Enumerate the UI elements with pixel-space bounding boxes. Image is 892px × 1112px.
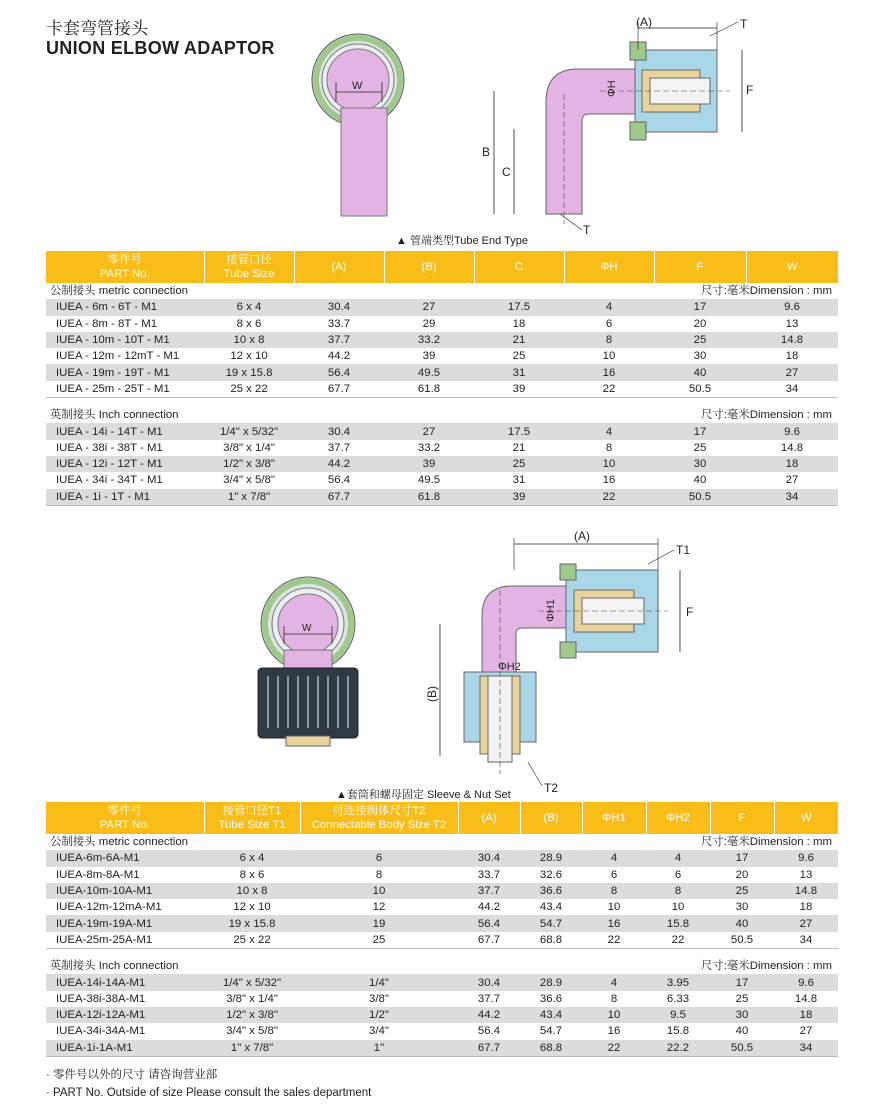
- part-number-cell: IUEA - 1i - 1T - M1: [46, 489, 204, 506]
- table-row: [46, 332, 838, 348]
- table-cell: 40: [710, 1023, 774, 1039]
- table-cell: 6: [300, 850, 458, 866]
- dimension-f2-label: F: [686, 605, 694, 619]
- section-unit: 尺寸:毫米Dimension : mm: [700, 836, 832, 849]
- table-cell: 18: [774, 1007, 838, 1023]
- table-row: [46, 381, 838, 398]
- table-cell: 15.8: [646, 915, 710, 931]
- table-cell: 4: [582, 850, 646, 866]
- part-number-cell: IUEA - 12m - 12mT - M1: [46, 348, 204, 364]
- table-cell: 22: [564, 489, 654, 506]
- part-number-cell: IUEA - 34i - 34T - M1: [46, 472, 204, 488]
- dimension-c-label: C: [502, 165, 511, 179]
- table-cell: 68.8: [520, 1040, 582, 1057]
- table-cell: 25: [710, 991, 774, 1007]
- table-cell: 21: [474, 332, 564, 348]
- dimension-a-label: (A): [636, 15, 652, 29]
- part-number-cell: IUEA-34i-34A-M1: [46, 1023, 204, 1039]
- header-phi-h: ΦH: [564, 251, 654, 283]
- table-cell: 33.2: [384, 440, 474, 456]
- table-cell: 14.8: [774, 883, 838, 899]
- header2-w: W: [774, 802, 838, 834]
- phi-h1-label: ΦH1: [545, 599, 557, 622]
- table-cell: 16: [564, 364, 654, 380]
- section-label: 公制接头 metric connection: [50, 285, 188, 298]
- table-cell: 3.95: [646, 974, 710, 990]
- section-unit: 尺寸:毫米Dimension : mm: [700, 285, 832, 298]
- table-cell: 4: [564, 299, 654, 315]
- table-cell: 3/4" x 5/8": [204, 1023, 300, 1039]
- table-cell: 3/8" x 1/4": [204, 991, 300, 1007]
- part-number-cell: IUEA - 12i - 12T - M1: [46, 456, 204, 472]
- table-cell: 25 x 22: [204, 932, 300, 949]
- table-cell: 10: [582, 899, 646, 915]
- table-cell: 9.6: [746, 299, 838, 315]
- table-row: [46, 850, 838, 866]
- section-label: 公制接头 metric connection: [50, 836, 188, 849]
- table-cell: 25: [654, 440, 746, 456]
- table-cell: 9.5: [646, 1007, 710, 1023]
- table-row: [46, 423, 838, 439]
- part-number-cell: IUEA - 8m - 8T - M1: [46, 316, 204, 332]
- table-cell: 10: [582, 1007, 646, 1023]
- table-cell: 27: [384, 423, 474, 439]
- table-row: [46, 899, 838, 915]
- table-cell: 34: [774, 932, 838, 949]
- table-cell: 6 x 4: [204, 850, 300, 866]
- table-cell: 25: [654, 332, 746, 348]
- table-cell: 1/4" x 5/32": [204, 423, 294, 439]
- table-cell: 30: [654, 456, 746, 472]
- section-view-drawing-1: [470, 14, 770, 239]
- dimension-b2-label: (B): [425, 686, 439, 702]
- table-cell: 67.7: [294, 489, 384, 506]
- spec-table-tube-end: [46, 251, 838, 506]
- table-cell: 8: [582, 991, 646, 1007]
- table-cell: 56.4: [458, 1023, 520, 1039]
- header2-phi-h1: ΦH1: [582, 802, 646, 834]
- part-number-cell: IUEA-25m-25A-M1: [46, 932, 204, 949]
- table-cell: 12: [300, 899, 458, 915]
- table-cell: 36.6: [520, 883, 582, 899]
- table-cell: 43.4: [520, 1007, 582, 1023]
- table-cell: 39: [384, 348, 474, 364]
- table-cell: 40: [654, 472, 746, 488]
- table-cell: 27: [746, 364, 838, 380]
- table-cell: 12 x 10: [204, 899, 300, 915]
- header-c: C: [474, 251, 564, 283]
- table-cell: 10 x 8: [204, 332, 294, 348]
- table-cell: 6 x 4: [204, 299, 294, 315]
- table-cell: 44.2: [294, 348, 384, 364]
- table-cell: 27: [384, 299, 474, 315]
- header-f: F: [654, 251, 746, 283]
- table-cell: 1" x 7/8": [204, 489, 294, 506]
- thread-t2-label: T2: [544, 781, 559, 795]
- table-cell: 25: [474, 456, 564, 472]
- table-cell: 17.5: [474, 299, 564, 315]
- table-cell: 16: [582, 1023, 646, 1039]
- table-cell: 22: [646, 932, 710, 949]
- table-row: [46, 316, 838, 332]
- table-cell: 8: [300, 867, 458, 883]
- section-label: 英制接头 Inch connection: [50, 409, 179, 422]
- table1-header-row: [46, 251, 838, 283]
- table-cell: 3/8" x 1/4": [204, 440, 294, 456]
- table-cell: 6: [646, 867, 710, 883]
- table-cell: 8 x 6: [204, 867, 300, 883]
- dimension-b-label: B: [482, 145, 491, 159]
- table1-body: [46, 283, 838, 505]
- drawing2-caption: ▲套筒和螺母固定 Sleeve & Nut Set: [336, 789, 511, 801]
- table-cell: 30.4: [294, 423, 384, 439]
- table-cell: 43.4: [520, 899, 582, 915]
- part-number-cell: IUEA-10m-10A-M1: [46, 883, 204, 899]
- table-row: [46, 440, 838, 456]
- header2-b: (B): [520, 802, 582, 834]
- table-cell: 44.2: [458, 1007, 520, 1023]
- table-cell: 12 x 10: [204, 348, 294, 364]
- table-row: [46, 915, 838, 931]
- table-cell: 39: [384, 456, 474, 472]
- dimension-f-label: F: [746, 83, 754, 97]
- table-cell: 14.8: [746, 440, 838, 456]
- front-view-drawing-1: [300, 20, 420, 225]
- table-cell: 39: [474, 381, 564, 398]
- table-cell: 36.6: [520, 991, 582, 1007]
- table-cell: 16: [564, 472, 654, 488]
- header2-f: F: [710, 802, 774, 834]
- table-cell: 22: [582, 1040, 646, 1057]
- section-spacer: [46, 949, 838, 959]
- part-number-cell: IUEA - 25m - 25T - M1: [46, 381, 204, 398]
- table-cell: 30: [710, 899, 774, 915]
- table-cell: 50.5: [654, 489, 746, 506]
- footnote-cn: · 零件号以外的尺寸 请咨询营业部: [46, 1069, 218, 1081]
- part-number-cell: IUEA-38i-38A-M1: [46, 991, 204, 1007]
- footnotes: [46, 1066, 371, 1102]
- table-cell: 67.7: [458, 932, 520, 949]
- table-cell: 20: [654, 316, 746, 332]
- thread-t-top-label: T: [740, 17, 748, 31]
- table-row: [46, 348, 838, 364]
- table-cell: 25: [474, 348, 564, 364]
- table-cell: 50.5: [710, 932, 774, 949]
- header2-tube-size-t1: 接管口径T1 Tube Size T1: [204, 802, 300, 834]
- table-cell: 37.7: [294, 332, 384, 348]
- section-view-drawing-2: [418, 524, 718, 802]
- table-cell: 67.7: [458, 1040, 520, 1057]
- table-cell: 8: [564, 440, 654, 456]
- table-cell: 4: [646, 850, 710, 866]
- table-cell: 4: [564, 423, 654, 439]
- table-row: [46, 472, 838, 488]
- table-cell: 10: [300, 883, 458, 899]
- part-number-cell: IUEA-14i-14A-M1: [46, 974, 204, 990]
- table-cell: 34: [746, 489, 838, 506]
- table-cell: 25: [300, 932, 458, 949]
- part-number-cell: IUEA-19m-19A-M1: [46, 915, 204, 931]
- header-tube-size: 接管口径 Tube Size: [204, 251, 294, 283]
- table-cell: 1" x 7/8": [204, 1040, 300, 1057]
- table-row: [46, 883, 838, 899]
- table-cell: 27: [774, 1023, 838, 1039]
- table-cell: 18: [746, 348, 838, 364]
- section-header-row: [46, 407, 838, 423]
- part-number-cell: IUEA-6m-6A-M1: [46, 850, 204, 866]
- table-cell: 22: [564, 381, 654, 398]
- dimension-a2-label: (A): [574, 529, 590, 543]
- front-view-drawing-2: [246, 572, 376, 752]
- table-cell: 18: [474, 316, 564, 332]
- part-number-cell: IUEA - 10m - 10T - M1: [46, 332, 204, 348]
- spacer-cell: [46, 949, 838, 959]
- table-cell: 34: [746, 381, 838, 398]
- table-row: [46, 1023, 838, 1039]
- table-cell: 30.4: [458, 974, 520, 990]
- table-cell: 3/4" x 5/8": [204, 472, 294, 488]
- table-cell: 1": [300, 1040, 458, 1057]
- table-cell: 33.2: [384, 332, 474, 348]
- table-cell: 37.7: [458, 883, 520, 899]
- section-unit: 尺寸:毫米Dimension : mm: [700, 960, 832, 973]
- table-cell: 34: [774, 1040, 838, 1057]
- table-cell: 49.5: [384, 472, 474, 488]
- table-cell: 67.7: [294, 381, 384, 398]
- table-row: [46, 489, 838, 506]
- part-number-cell: IUEA-12m-12mA-M1: [46, 899, 204, 915]
- table-cell: 1/2": [300, 1007, 458, 1023]
- table-cell: 8: [582, 883, 646, 899]
- table-row: [46, 1007, 838, 1023]
- table-cell: 37.7: [458, 991, 520, 1007]
- header-b: (B): [384, 251, 474, 283]
- phi-h2-label: ΦH2: [498, 661, 521, 673]
- table-row: [46, 974, 838, 990]
- table-row: [46, 364, 838, 380]
- table-cell: 28.9: [520, 974, 582, 990]
- table-cell: 10: [564, 348, 654, 364]
- table-cell: 17: [654, 299, 746, 315]
- part-number-cell: IUEA-1i-1A-M1: [46, 1040, 204, 1057]
- table-cell: 1/2" x 3/8": [204, 1007, 300, 1023]
- dimension-w-label: W: [352, 80, 363, 92]
- table-cell: 17: [710, 850, 774, 866]
- table-cell: 54.7: [520, 915, 582, 931]
- header2-a: (A): [458, 802, 520, 834]
- table-row: [46, 299, 838, 315]
- table2-body: [46, 834, 838, 1056]
- table-cell: 8: [646, 883, 710, 899]
- table2-header-row: [46, 802, 838, 834]
- table-row: [46, 867, 838, 883]
- table-cell: 31: [474, 472, 564, 488]
- table-cell: 30: [654, 348, 746, 364]
- header2-body-size-t2: 可连接阀体尺寸T2 Connectable Body Size T2: [300, 802, 458, 834]
- section-header-row: [46, 834, 838, 850]
- table-cell: 9.6: [746, 423, 838, 439]
- table-cell: 17: [654, 423, 746, 439]
- table-cell: 17: [710, 974, 774, 990]
- part-number-cell: IUEA - 19m - 19T - M1: [46, 364, 204, 380]
- table-cell: 3/4": [300, 1023, 458, 1039]
- table-cell: 25: [710, 883, 774, 899]
- table-cell: 1/4" x 5/32": [204, 974, 300, 990]
- table-cell: 1/2" x 3/8": [204, 456, 294, 472]
- table-cell: 28.9: [520, 850, 582, 866]
- table-cell: 32.6: [520, 867, 582, 883]
- table-cell: 61.8: [384, 489, 474, 506]
- table-cell: 40: [654, 364, 746, 380]
- table-cell: 10: [564, 456, 654, 472]
- table-cell: 8 x 6: [204, 316, 294, 332]
- table-cell: 50.5: [710, 1040, 774, 1057]
- table-cell: 1/4": [300, 974, 458, 990]
- header-w: W: [746, 251, 838, 283]
- table-cell: 16: [582, 915, 646, 931]
- table-cell: 4: [582, 974, 646, 990]
- thread-t1-label: T1: [676, 543, 691, 557]
- table-cell: 17.5: [474, 423, 564, 439]
- table-cell: 6: [564, 316, 654, 332]
- part-number-cell: IUEA - 14i - 14T - M1: [46, 423, 204, 439]
- table-cell: 18: [746, 456, 838, 472]
- section-header-row: [46, 283, 838, 299]
- table-cell: 9.6: [774, 974, 838, 990]
- table-cell: 30.4: [458, 850, 520, 866]
- table-cell: 10 x 8: [204, 883, 300, 899]
- title-english: UNION ELBOW ADAPTOR: [46, 38, 275, 58]
- table-cell: 6.33: [646, 991, 710, 1007]
- table-cell: 19: [300, 915, 458, 931]
- table-cell: 9.6: [774, 850, 838, 866]
- table-cell: 33.7: [458, 867, 520, 883]
- table-cell: 18: [774, 899, 838, 915]
- table-cell: 25 x 22: [204, 381, 294, 398]
- section-spacer: [46, 398, 838, 408]
- title-chinese: 卡套弯管接头: [46, 19, 148, 38]
- table-cell: 20: [710, 867, 774, 883]
- table-cell: 54.7: [520, 1023, 582, 1039]
- part-number-cell: IUEA - 38i - 38T - M1: [46, 440, 204, 456]
- section-label: 英制接头 Inch connection: [50, 960, 179, 973]
- table-cell: 22.2: [646, 1040, 710, 1057]
- table-cell: 40: [710, 915, 774, 931]
- table-cell: 27: [774, 915, 838, 931]
- part-number-cell: IUEA-12i-12A-M1: [46, 1007, 204, 1023]
- table-cell: 21: [474, 440, 564, 456]
- table-cell: 56.4: [294, 364, 384, 380]
- table-row: [46, 932, 838, 949]
- table-cell: 22: [582, 932, 646, 949]
- table-row: [46, 1040, 838, 1057]
- spec-table-sleeve-nut: [46, 802, 838, 1057]
- table-cell: 10: [646, 899, 710, 915]
- header-a: (A): [294, 251, 384, 283]
- table-cell: 13: [774, 867, 838, 883]
- table-cell: 44.2: [458, 899, 520, 915]
- table-cell: 6: [582, 867, 646, 883]
- table-cell: 56.4: [294, 472, 384, 488]
- table-cell: 3/8": [300, 991, 458, 1007]
- table-cell: 30: [710, 1007, 774, 1023]
- thread-t-bottom-label: T: [583, 223, 591, 237]
- table-row: [46, 991, 838, 1007]
- table-cell: 14.8: [746, 332, 838, 348]
- table-cell: 44.2: [294, 456, 384, 472]
- part-number-cell: IUEA-8m-8A-M1: [46, 867, 204, 883]
- table-cell: 30.4: [294, 299, 384, 315]
- table-cell: 19 x 15.8: [204, 915, 300, 931]
- header2-phi-h2: ΦH2: [646, 802, 710, 834]
- phi-h-label: ΦH: [606, 80, 618, 97]
- table-cell: 13: [746, 316, 838, 332]
- section-unit: 尺寸:毫米Dimension : mm: [700, 409, 832, 422]
- table-cell: 14.8: [774, 991, 838, 1007]
- table-cell: 27: [746, 472, 838, 488]
- table-cell: 49.5: [384, 364, 474, 380]
- table-cell: 37.7: [294, 440, 384, 456]
- table-cell: 68.8: [520, 932, 582, 949]
- footnote-en: · PART No. Outside of size Please consult the sales department: [46, 1087, 372, 1099]
- table-cell: 61.8: [384, 381, 474, 398]
- table-row: [46, 456, 838, 472]
- header-part-no: 零件号 PART No.: [46, 251, 204, 283]
- dimension-w2-label: W: [302, 623, 312, 634]
- part-number-cell: IUEA - 6m - 6T - M1: [46, 299, 204, 315]
- header2-part-no: 零件号 PART No.: [46, 802, 204, 834]
- table-cell: 31: [474, 364, 564, 380]
- table-cell: 19 x 15.8: [204, 364, 294, 380]
- table-cell: 33.7: [294, 316, 384, 332]
- drawing1-caption: ▲ 管端类型Tube End Type: [396, 235, 528, 247]
- table-cell: 56.4: [458, 915, 520, 931]
- table-cell: 15.8: [646, 1023, 710, 1039]
- table-cell: 8: [564, 332, 654, 348]
- spacer-cell: [46, 398, 838, 408]
- table-cell: 39: [474, 489, 564, 506]
- table-cell: 29: [384, 316, 474, 332]
- table-cell: 50.5: [654, 381, 746, 398]
- section-header-row: [46, 958, 838, 974]
